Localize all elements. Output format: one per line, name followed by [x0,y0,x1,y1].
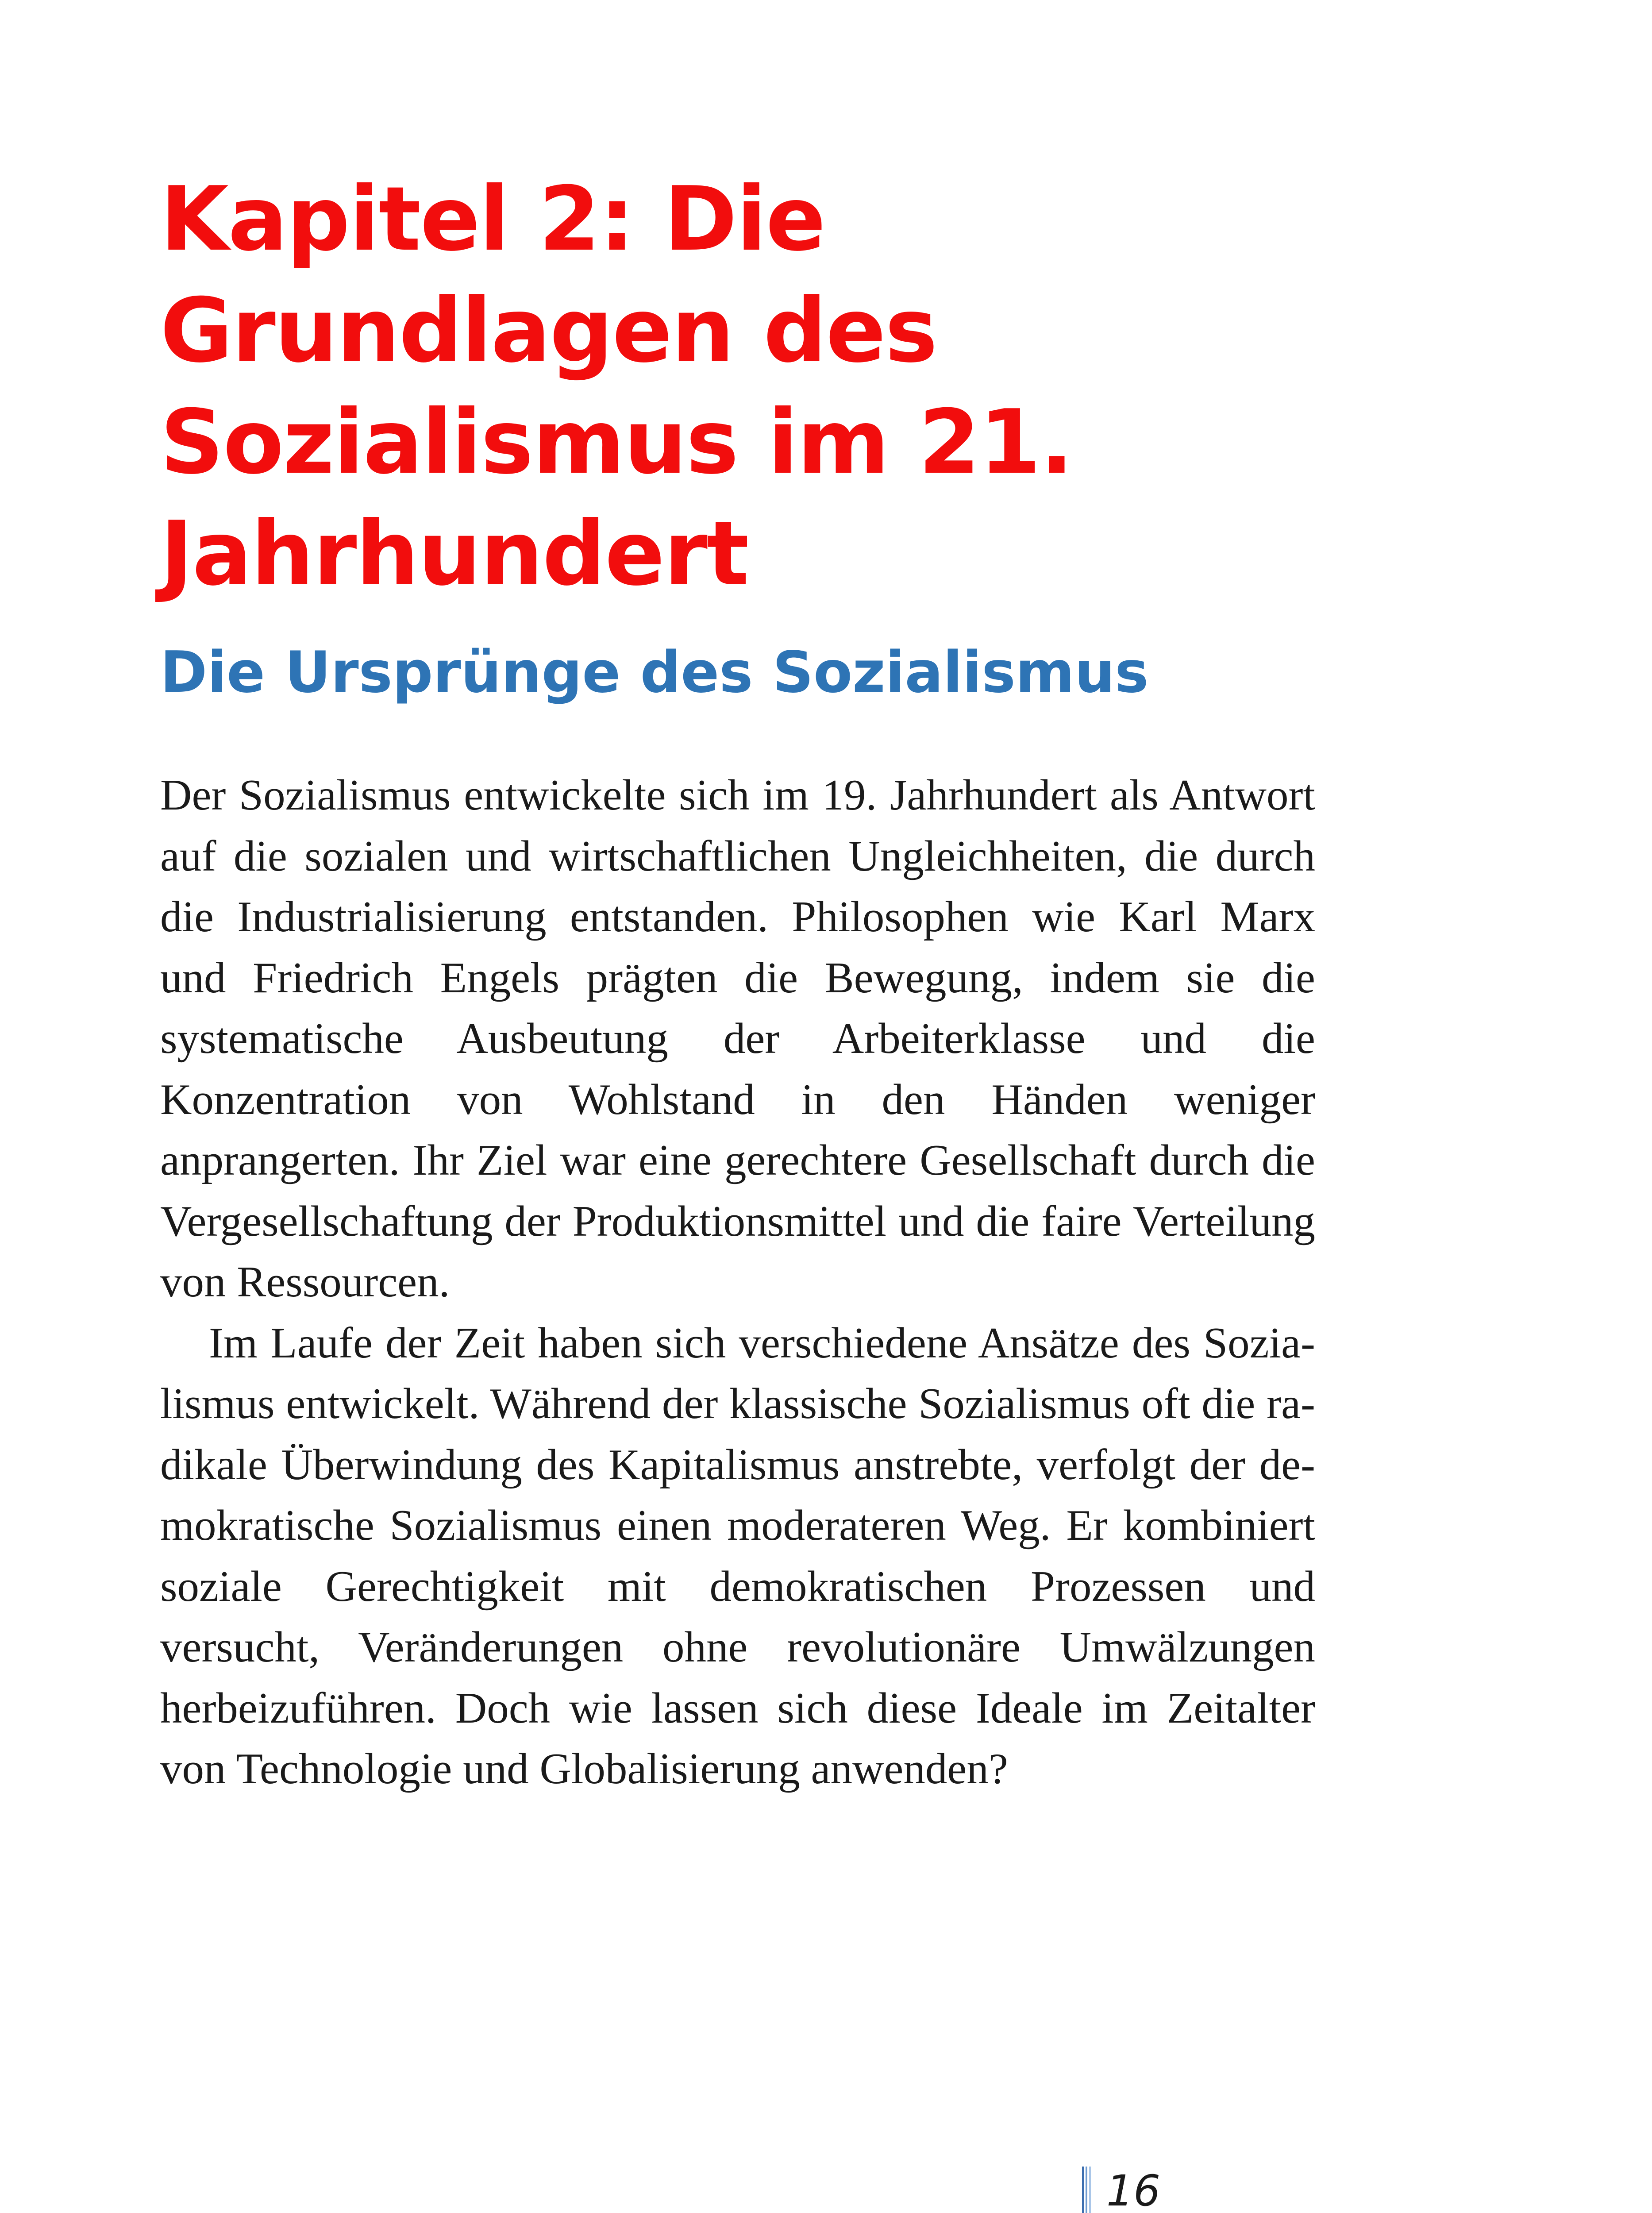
chapter-title [160,164,1355,610]
chapter-title-line: Grundlagen des [160,279,937,382]
section-heading: Die Ursprünge des Sozialismus [160,640,1149,706]
body-text [160,765,1315,1800]
rule-bar [1082,2167,1084,2213]
paragraph: Im Laufe der Zeit haben sich verschiedene Ansätze des Sozialismus entwickelt. Während der klassische Sozialismus oft die radikale Überwindung des Kapitalismus anstrebte, verfolgt der demokratische Sozialismus einen moderateren Weg. Er kombiniert soziale Gerechtigkeit mit demokratischen Prozessen und versucht, Veränderungen ohne revolutionäre Umwälzungen herbeizuführen. Doch wie lassen sich diese Ideale im Zeitalter von Technologie und Globalisierung anwenden? [160,1319,1315,1793]
chapter-title-line: Sozialismus im 21. [160,391,1073,494]
chapter-title-line: Kapitel 2: Die [160,168,825,271]
page-number: 16 [1106,2166,1161,2213]
rule-bar [1089,2167,1091,2213]
chapter-title-line: Jahrhundert [160,502,748,605]
page-number-rule [1082,2167,1094,2213]
paragraph: Der Sozialismus entwickelte sich im 19. Jahrhundert als Antwort auf die sozialen und wirtschaftlichen Ungleichheiten, die durch die Industrialisierung entstanden. Philosophen wie Karl Marx und Friedrich Engels prägten die Bewegung, indem sie die systematische Ausbeutung der Arbeiterklasse und die Konzentration von Wohlstand in den Händen weniger anprangerten. Ihr Ziel war eine gerechtere Gesellschaft durch die Vergesellschaftung der Produktionsmittel und die faire Verteilung von Ressourcen. [160,771,1315,1306]
rule-bar [1086,2167,1087,2213]
